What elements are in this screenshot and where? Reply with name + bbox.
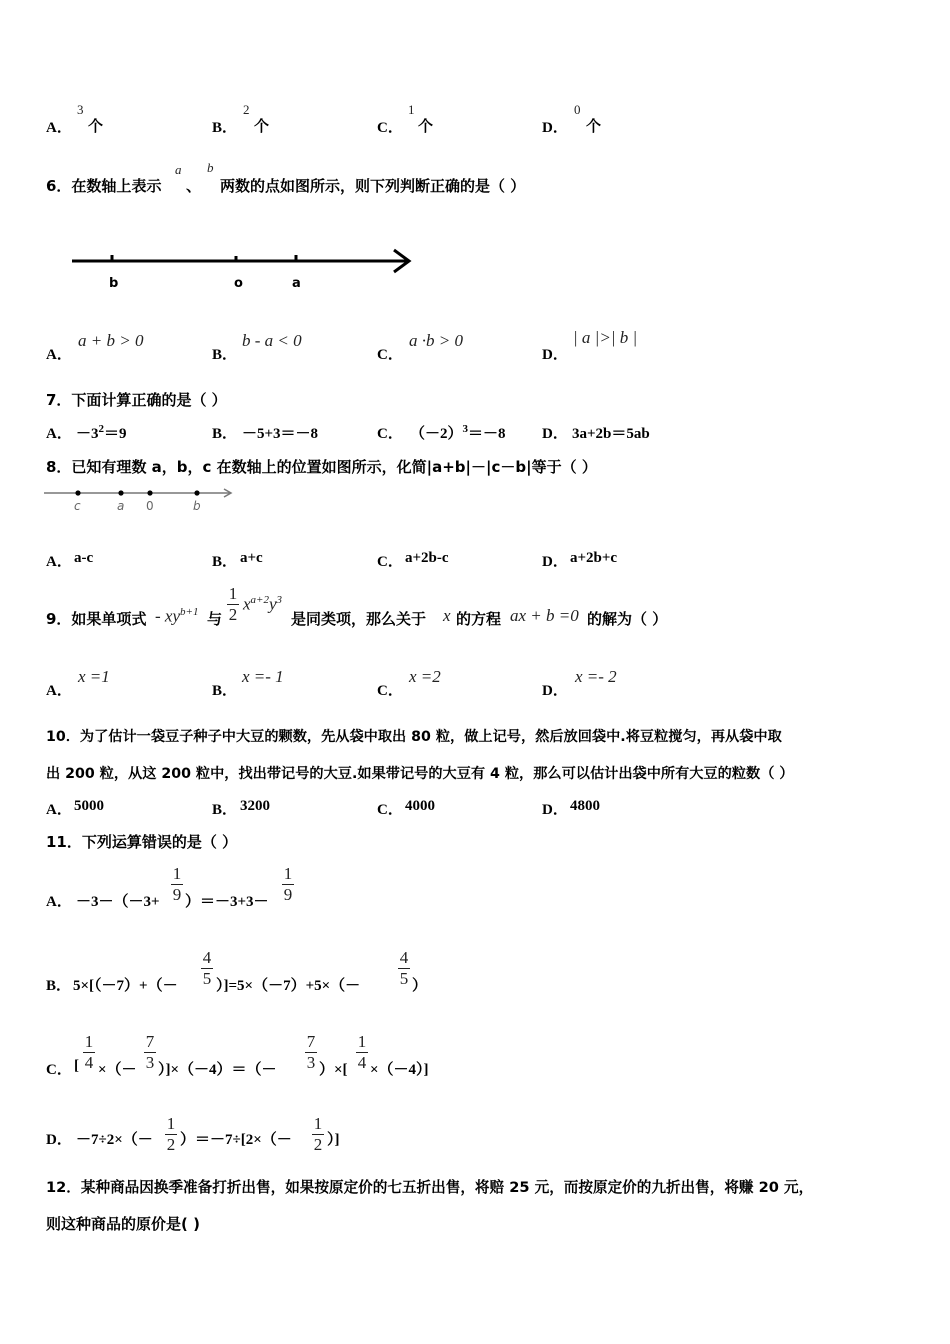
q11-b-part3: ） — [412, 978, 428, 994]
q11-a-fraction-2 — [281, 864, 295, 905]
q7-option-d-label: D． — [542, 426, 568, 442]
q5-option-a-num: 3 — [77, 102, 84, 117]
q6-stem — [0, 160, 950, 200]
q5-option-d-label: D． — [542, 120, 568, 136]
q8-option-c-text: a+2b-c — [405, 550, 449, 566]
q10-options — [0, 796, 950, 836]
q6-option-b-label: B． — [212, 347, 238, 363]
q11-b-fraction-2 — [397, 948, 411, 989]
q7-options — [0, 420, 950, 460]
q7-option-b-text: －5+3＝－8 — [242, 426, 319, 442]
q9-stem — [0, 586, 950, 642]
q8-option-c-label: C． — [377, 554, 403, 570]
q6-option-a-label: A． — [46, 347, 72, 363]
q9-mono2-ysup: 3 — [276, 594, 283, 606]
q7-option-a-label: A． — [46, 426, 72, 442]
q11-option-a — [0, 862, 950, 912]
q11-c-part5: ×（－4）] — [370, 1062, 429, 1078]
q8-options — [0, 548, 950, 588]
q9-mono2-y: y — [268, 594, 277, 614]
q11-a-part1: －3－（－3+ — [76, 894, 160, 910]
q11-c-part2: ×（－ — [98, 1062, 137, 1078]
q8-option-d-text: a+2b+c — [570, 550, 618, 566]
q7-option-c-label: C． — [377, 426, 403, 442]
q9-mono2 — [243, 594, 282, 615]
q6-option-d-label: D． — [542, 347, 568, 363]
q9-prefix: 9．如果单项式 — [46, 610, 147, 628]
q11-d-label: D． — [46, 1132, 72, 1148]
q11-b-fraction-1 — [200, 948, 214, 989]
q8-label-a: a — [117, 499, 125, 513]
q6-option-c-expr: a ·b > 0 — [409, 331, 463, 350]
q6-option-c-label: C． — [377, 347, 403, 363]
q6-var-a: a — [175, 162, 182, 177]
q10-option-a-label: A． — [46, 802, 72, 818]
q9-option-a-expr: x =1 — [78, 667, 110, 686]
q9-with: 与 — [207, 610, 223, 628]
q11-b-part2: ）]=5×（－7）+5×（－ — [216, 978, 361, 994]
q9-option-b-label: B． — [212, 683, 238, 699]
q6-prefix: 6．在数轴上表示 — [46, 177, 162, 195]
q9-equation: ax + b =0 — [510, 606, 579, 625]
q11-c-part3: ）]×（－4）＝（－ — [158, 1062, 277, 1078]
q11-c-f3-den: 3 — [306, 1053, 316, 1072]
q11-b-f1-num: 4 — [202, 948, 212, 967]
q7-option-c-tail: ＝－8 — [468, 426, 506, 442]
q9-suffix: 的解为（ ） — [587, 610, 668, 628]
q11-a-f1-den: 9 — [172, 885, 182, 904]
q8-option-a-text: a-c — [74, 550, 94, 566]
q11-option-c — [0, 1030, 950, 1080]
q9-var-x: x — [443, 606, 451, 625]
q11-b-label: B． — [46, 978, 72, 994]
q11-c-fraction-3 — [304, 1032, 318, 1073]
q11-d-part2: ）＝－7÷[2×（－ — [180, 1132, 292, 1148]
q6-sep: 、 — [186, 177, 202, 195]
q7-option-a-text: －3 — [76, 426, 99, 442]
q6-number-line — [60, 240, 420, 300]
q11-c-fraction-1 — [82, 1032, 96, 1073]
q11-b-f2-den: 5 — [399, 969, 409, 988]
q9-mid: 是同类项，那么关于 — [291, 610, 427, 628]
q11-c-f4-den: 4 — [357, 1053, 367, 1072]
q11-c-part4: ）×[ — [319, 1062, 348, 1078]
q9-mid2: 的方程 — [456, 610, 502, 628]
q11-a-fraction-1 — [170, 864, 184, 905]
q6-label-o: o — [234, 276, 243, 291]
q5-option-d-num: 0 — [574, 102, 581, 117]
q6-option-d-expr: | a |>| b | — [573, 328, 638, 347]
q11-d-fraction-2 — [311, 1114, 325, 1155]
q10-option-c-label: C． — [377, 802, 403, 818]
q11-c-fraction-4 — [355, 1032, 369, 1073]
q7-option-a — [76, 422, 127, 443]
q6-option-b-expr: b - a < 0 — [242, 331, 302, 350]
q7-option-a-tail: ＝9 — [104, 426, 127, 442]
q8-stem: 8．已知有理数 a，b，c 在数轴上的位置如图所示，化简|a+b|－|c－b|等于（ ） — [46, 458, 597, 476]
q8-option-a-label: A． — [46, 554, 72, 570]
q11-b-f2-num: 4 — [399, 948, 409, 967]
q11-a-f2-num: 1 — [283, 864, 293, 883]
q10-option-b-text: 3200 — [240, 798, 270, 814]
q5-option-c-label: C． — [377, 120, 403, 136]
q10-option-a-text: 5000 — [74, 798, 104, 814]
q11-d-f2-num: 1 — [313, 1114, 323, 1133]
q8-number-line — [42, 482, 242, 516]
q5-options — [0, 100, 950, 140]
q9-option-b-expr: x =- 1 — [242, 667, 284, 686]
q6-label-b: b — [109, 276, 119, 291]
q10-option-d-label: D． — [542, 802, 568, 818]
q11-b-f1-den: 5 — [202, 969, 212, 988]
q11-d-part3: ）] — [327, 1132, 340, 1148]
q11-c-fraction-2 — [143, 1032, 157, 1073]
q12-line1: 12．某种商品因换季准备打折出售，如果按原定价的七五折出售，将赔 25 元，而按原定价的九折出售，将赚 20 元， — [46, 1179, 814, 1196]
q6-options — [0, 328, 950, 368]
q11-a-part2: ）＝－3+3－ — [185, 894, 269, 910]
q7-option-c — [410, 422, 506, 443]
q11-c-f1-num: 1 — [84, 1032, 94, 1051]
q7-option-c-text: （－2） — [410, 426, 463, 442]
q5-option-b-label: B． — [212, 120, 238, 136]
q8-option-b-label: B． — [212, 554, 238, 570]
q11-c-f2-den: 3 — [145, 1053, 155, 1072]
q9-option-d-expr: x =- 2 — [575, 667, 617, 686]
q9-option-d-label: D． — [542, 683, 568, 699]
q11-d-fraction-1 — [164, 1114, 178, 1155]
q11-c-f4-num: 1 — [357, 1032, 367, 1051]
q10-option-b-label: B． — [212, 802, 238, 818]
q8-point-a — [118, 490, 123, 495]
q9-mono2-x: x — [243, 594, 251, 614]
q9-mono1 — [155, 606, 198, 627]
q6-suffix: 两数的点如图所示，则下列判断正确的是（ ） — [220, 177, 526, 195]
q8-label-c: c — [74, 499, 81, 513]
q7-option-c-sup: 3 — [462, 423, 469, 435]
q7-option-b-label: B． — [212, 426, 238, 442]
q11-c-f2-num: 7 — [145, 1032, 155, 1051]
q11-a-f2-den: 9 — [283, 885, 293, 904]
q9-options — [0, 664, 950, 704]
q9-option-c-expr: x =2 — [409, 667, 441, 686]
q8-point-o — [147, 490, 152, 495]
q9-option-c-label: C． — [377, 683, 403, 699]
q5-option-d-unit: 个 — [586, 117, 602, 135]
q11-d-f2-den: 2 — [313, 1135, 323, 1154]
q10-line1: 10．为了估计一袋豆子种子中大豆的颗数，先从袋中取出 80 粒，做上记号，然后放回袋中.将豆粒搅匀，再从袋中取 — [46, 729, 782, 745]
q9-option-a-label: A． — [46, 683, 72, 699]
q7-option-d-text: 3a+2b＝5ab — [572, 426, 650, 442]
q11-a-label: A． — [46, 894, 72, 910]
q7-stem: 7．下面计算正确的是（ ） — [46, 391, 227, 409]
q9-frac-num: 1 — [228, 584, 238, 603]
q11-c-part1: [ — [74, 1058, 79, 1074]
q11-option-b — [0, 946, 950, 996]
q11-a-f1-num: 1 — [172, 864, 182, 883]
q5-option-b-num: 2 — [243, 102, 250, 117]
q11-stem: 11．下列运算错误的是（ ） — [46, 833, 238, 851]
q9-half-fraction — [226, 584, 240, 625]
q8-label-o: 0 — [146, 499, 154, 513]
q8-option-b-text: a+c — [240, 550, 263, 566]
q11-option-d — [0, 1102, 950, 1152]
q8-option-d-label: D． — [542, 554, 568, 570]
q9-mono1-sup: b+1 — [180, 606, 199, 618]
q11-c-label: C． — [46, 1062, 72, 1078]
q6-label-a: a — [292, 276, 301, 291]
q10-option-c-text: 4000 — [405, 798, 435, 814]
q5-option-c-unit: 个 — [418, 117, 434, 135]
q11-b-part1: 5×[（－7）+（－ — [73, 978, 178, 994]
q6-var-b: b — [207, 160, 214, 175]
q6-option-a-expr: a + b > 0 — [78, 331, 144, 350]
q9-frac-den: 2 — [228, 605, 238, 624]
q11-c-f3-num: 7 — [306, 1032, 316, 1051]
q11-d-part1: －7÷2×（－ — [76, 1132, 153, 1148]
q9-mono1-base: - xy — [155, 606, 181, 626]
q8-point-b — [194, 490, 199, 495]
q12-line2: 则这种商品的原价是( ) — [46, 1215, 200, 1233]
q5-option-a-label: A． — [46, 120, 72, 136]
q7-option-a-sup: 2 — [98, 423, 105, 435]
q11-d-f1-den: 2 — [166, 1135, 176, 1154]
q8-point-c — [75, 490, 80, 495]
q5-option-b-unit: 个 — [254, 117, 270, 135]
q9-mono2-xsup: a+2 — [250, 594, 269, 606]
q8-label-b: b — [193, 499, 201, 513]
q5-option-c-num: 1 — [408, 102, 415, 117]
q10-option-d-text: 4800 — [570, 798, 600, 814]
q5-option-a-unit: 个 — [88, 117, 104, 135]
q11-c-f1-den: 4 — [84, 1053, 94, 1072]
q10-line2: 出 200 粒，从这 200 粒中，找出带记号的大豆.如果带记号的大豆有 4 粒，那么可以估计出袋中所有大豆的粒数（ ） — [46, 766, 794, 782]
q11-d-f1-num: 1 — [166, 1114, 176, 1133]
